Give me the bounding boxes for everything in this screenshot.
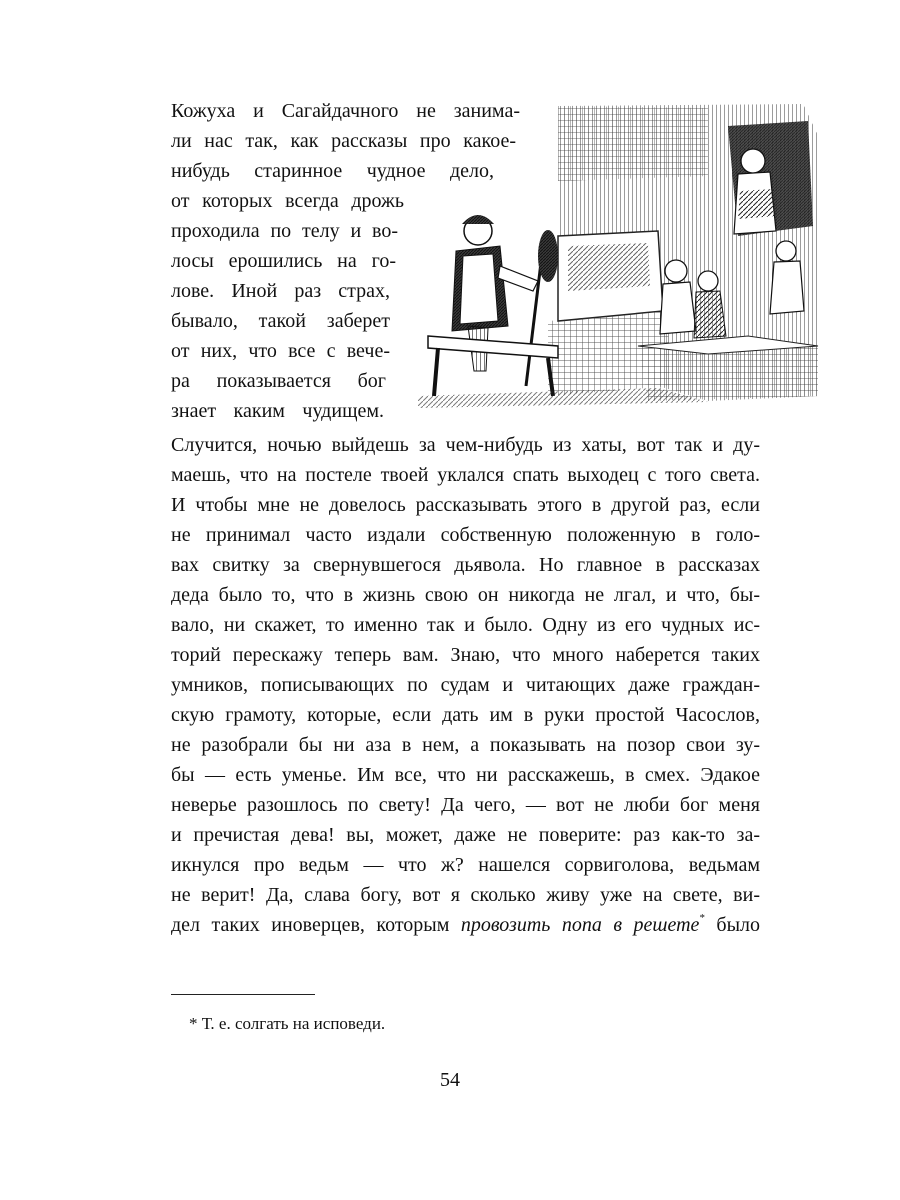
text-line: от них, что все с вече- [171, 340, 390, 362]
text-line: знает каким чудищем. [171, 400, 384, 422]
text-line: бы — есть уменье. Им все, что ни расскажешь, в смех. Эдакое [171, 764, 760, 786]
text-line: проходила по телу и во- [171, 220, 398, 242]
page-number: 54 [440, 1069, 460, 1091]
text-line: нибудь старинное чудное дело, [171, 160, 494, 182]
text-line: и пречистая дева! вы, может, даже не поверите: раз как-то за- [171, 824, 760, 846]
footnote-marker: * [699, 912, 705, 925]
text-line: лове. Иной раз страх, [171, 280, 390, 302]
italic-phrase: провозить попа в решете [460, 914, 700, 936]
text-line: торий перескажу теперь вам. Знаю, что много наберется таких [171, 644, 760, 666]
text-line: неверье разошлось по свету! Да чего, — вот не люби бог меня [171, 794, 760, 816]
text-line: вах свитку за свернувшегося дьявола. Но главное в рассказах [171, 554, 760, 576]
text-line: ли нас так, как рассказы про какое- [171, 130, 516, 152]
text-line: ра показывается бог [171, 370, 386, 392]
text-line: умников, пописывающих по судам и читающих даже граждан- [171, 674, 760, 696]
text-line: маешь, что на постеле твоей уклался спать выходец с того света. [171, 464, 760, 486]
footnote: * Т. е. солгать на исповеди. [189, 1014, 386, 1033]
text-line: не верит! Да, слава богу, вот я сколько живу уже на свете, ви- [171, 884, 760, 906]
text-fragment: было [704, 914, 761, 936]
text-fragment: дел таких иноверцев, которым [171, 914, 461, 936]
text-line: вало, ни скажет, то именно так и было. Одну из его чудных ис- [171, 614, 760, 636]
text-line: скую грамоту, которые, если дать им в руки простой Часослов, [171, 704, 760, 726]
text-line: не разобрали бы ни аза в нем, а показывать на позор свои зу- [171, 734, 760, 756]
footnote-divider [171, 994, 315, 995]
text-line: не принимал часто издали собственную положенную в голо- [171, 524, 760, 546]
text-line: бывало, такой заберет [171, 310, 390, 332]
text-line: деда было то, что в жизнь свою он никогда не лгал, и что, бы- [171, 584, 760, 606]
text-line: икнулся про ведьм — что ж? нашелся сорвиголова, ведьмам [171, 854, 760, 876]
text-line: лосы ерошились на го- [171, 250, 396, 272]
illustration-engraving [408, 96, 824, 412]
text-line-last [171, 910, 760, 940]
text-line: Случится, ночью выйдешь за чем-нибудь из хаты, вот так и ду- [171, 434, 760, 456]
text-line: И чтобы мне не довелось рассказывать этого в другой раз, если [171, 494, 760, 516]
text-line: Кожуха и Сагайдачного не занима- [171, 100, 520, 122]
text-line: от которых всегда дрожь [171, 190, 404, 212]
